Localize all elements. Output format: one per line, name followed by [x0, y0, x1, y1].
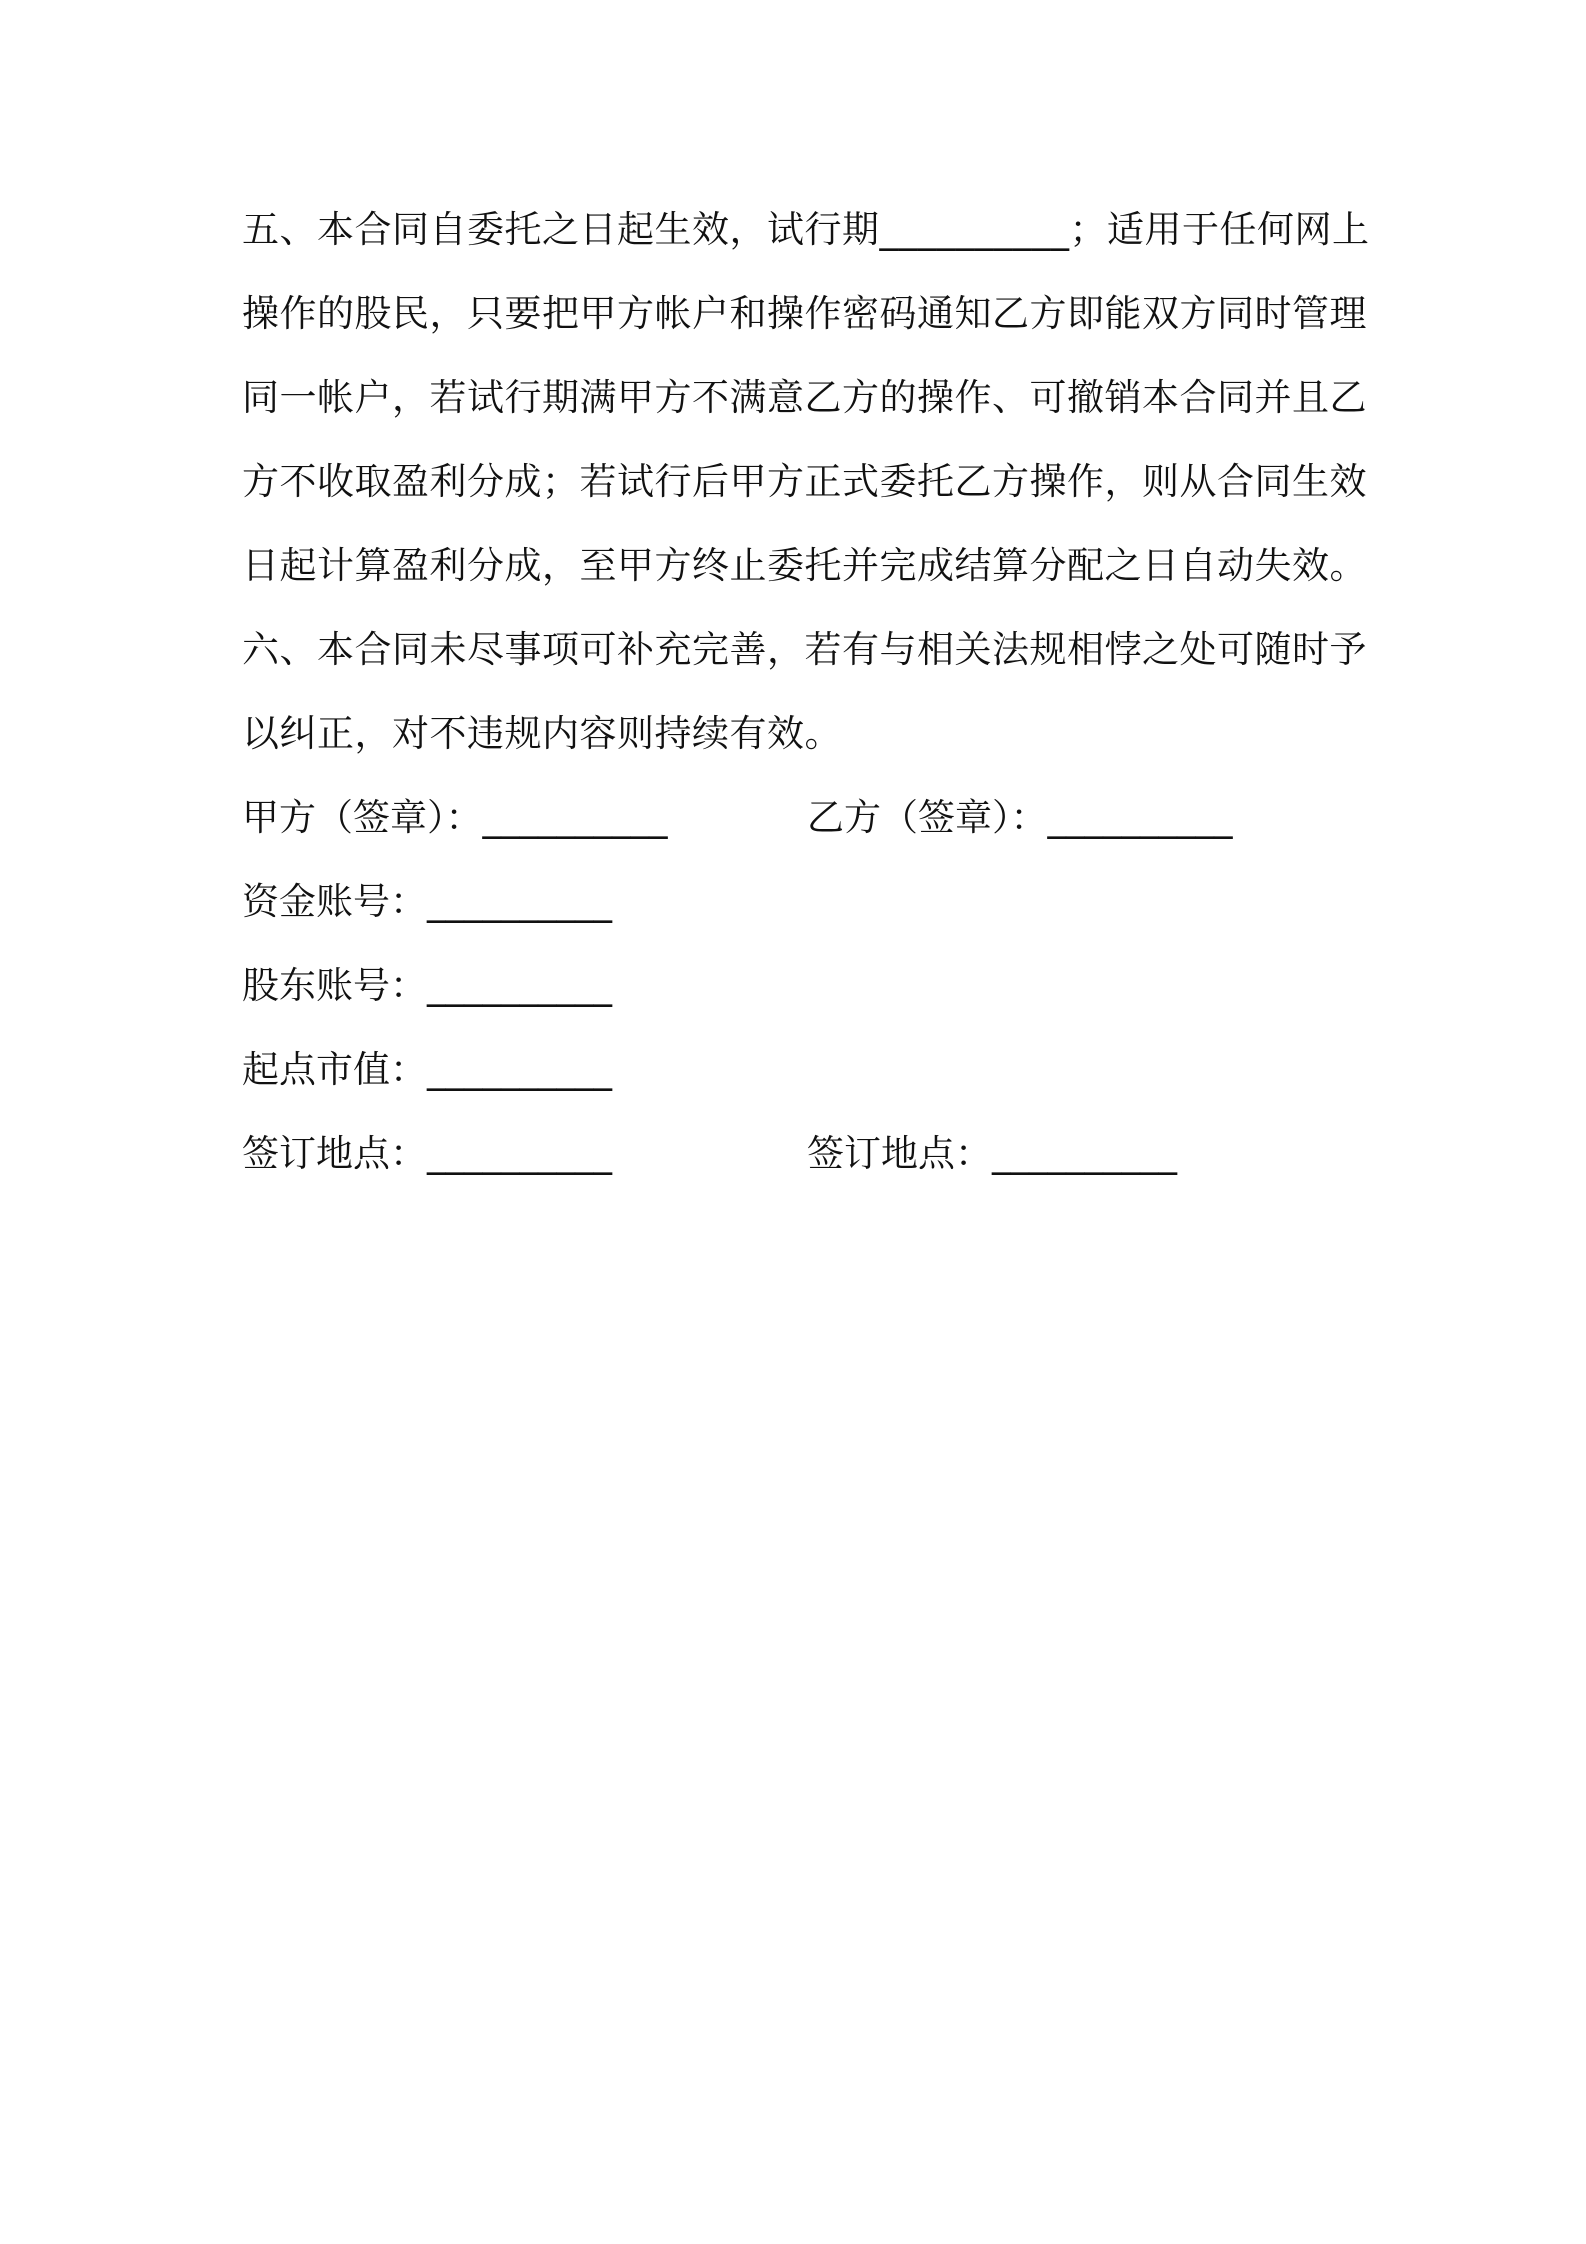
sign-place-left-field: 签订地点：__________ — [242, 1132, 612, 1175]
party-b-signature: 乙方（签章）：__________ — [807, 796, 1233, 839]
clause-5-line-4: 方不收取盈利分成；若试行后甲方正式委托乙方操作，则从合同生效 — [242, 460, 1367, 503]
start-market-value-field: 起点市值：__________ — [242, 1048, 612, 1091]
clause-6 — [242, 620, 1367, 788]
clause-6-line-1: 六、本合同未尽事项可补充完善，若有与相关法规相悖之处可随时予 — [242, 628, 1367, 671]
signature-row-market-value — [242, 1040, 1362, 1124]
signature-row-fund — [242, 872, 1362, 956]
signature-row-place — [242, 1124, 1362, 1208]
fund-account-field: 资金账号：__________ — [242, 880, 612, 923]
clause-5-line-5: 日起计算盈利分成，至甲方终止委托并完成结算分配之日自动失效。 — [242, 544, 1367, 587]
signature-block — [242, 788, 1362, 1208]
contract-body — [242, 200, 1370, 1208]
clause-5-line-3: 同一帐户，若试行期满甲方不满意乙方的操作、可撤销本合同并且乙 — [242, 376, 1367, 419]
clause-5 — [242, 200, 1370, 620]
party-a-signature: 甲方（签章）：__________ — [242, 796, 668, 839]
clause-5-line-2: 操作的股民，只要把甲方帐户和操作密码通知乙方即能双方同时管理 — [242, 292, 1367, 335]
clause-6-line-2: 以纠正，对不违规内容则持续有效。 — [242, 712, 842, 755]
signature-row-shareholder — [242, 956, 1362, 1040]
signature-row-parties — [242, 788, 1362, 872]
shareholder-account-field: 股东账号：__________ — [242, 964, 612, 1007]
clause-5-line-1: 五、本合同自委托之日起生效，试行期__________；适用于任何网上 — [242, 208, 1370, 251]
sign-place-right-field: 签订地点：__________ — [807, 1132, 1177, 1175]
